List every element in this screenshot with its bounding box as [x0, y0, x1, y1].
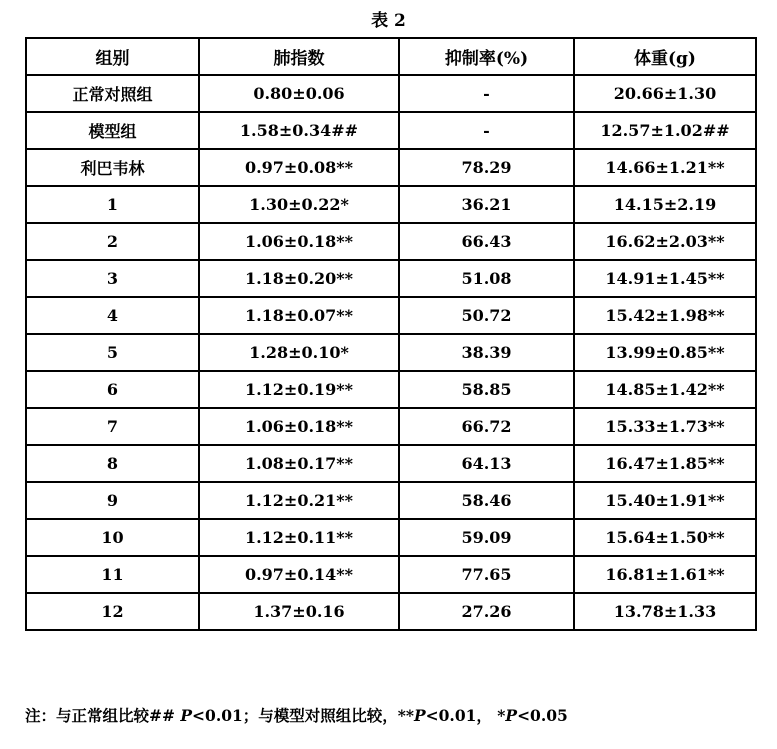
cell-body-weight: 14.66±1.21**: [574, 149, 756, 186]
cell-body-weight: 16.47±1.85**: [574, 445, 756, 482]
header-group: 组别: [26, 38, 199, 75]
header-row: [26, 38, 756, 75]
cell-inhibition-rate: 36.21: [399, 186, 574, 223]
cell-lung-index: 1.06±0.18**: [199, 408, 399, 445]
cell-group: 7: [26, 408, 199, 445]
cell-inhibition-rate: 66.43: [399, 223, 574, 260]
cell-body-weight: 15.42±1.98**: [574, 297, 756, 334]
cell-group: 利巴韦林: [26, 149, 199, 186]
cell-group: 12: [26, 593, 199, 630]
cell-group: 1: [26, 186, 199, 223]
table-row: [26, 223, 756, 260]
table-row: [26, 556, 756, 593]
table-row: [26, 593, 756, 630]
footnote-p-symbol: P: [180, 706, 193, 725]
header-inhibition-rate: 抑制率(%): [399, 38, 574, 75]
table-row: [26, 482, 756, 519]
cell-inhibition-rate: 51.08: [399, 260, 574, 297]
table-footnote: [25, 705, 765, 727]
cell-inhibition-rate: -: [399, 112, 574, 149]
cell-body-weight: 14.85±1.42**: [574, 371, 756, 408]
cell-body-weight: 20.66±1.30: [574, 75, 756, 112]
table-body: [26, 75, 756, 630]
cell-group: 11: [26, 556, 199, 593]
cell-group: 8: [26, 445, 199, 482]
footnote-text: <0.01， *: [425, 706, 506, 725]
cell-inhibition-rate: 64.13: [399, 445, 574, 482]
cell-inhibition-rate: 58.46: [399, 482, 574, 519]
cell-inhibition-rate: 38.39: [399, 334, 574, 371]
cell-body-weight: 14.15±2.19: [574, 186, 756, 223]
table-row: [26, 186, 756, 223]
cell-body-weight: 15.33±1.73**: [574, 408, 756, 445]
cell-group: 6: [26, 371, 199, 408]
footnote-p-symbol: P: [414, 706, 426, 725]
cell-body-weight: 15.40±1.91**: [574, 482, 756, 519]
footnote-marker: ##: [149, 706, 181, 725]
cell-lung-index: 1.06±0.18**: [199, 223, 399, 260]
cell-body-weight: 13.78±1.33: [574, 593, 756, 630]
table-row: [26, 445, 756, 482]
cell-lung-index: 1.28±0.10*: [199, 334, 399, 371]
table-row: [26, 260, 756, 297]
cell-lung-index: 1.37±0.16: [199, 593, 399, 630]
cell-body-weight: 13.99±0.85**: [574, 334, 756, 371]
table-row: [26, 149, 756, 186]
footnote-text: <0.01；与模型对照组比较，**: [192, 706, 414, 725]
cell-lung-index: 1.12±0.21**: [199, 482, 399, 519]
table-header: [26, 38, 756, 75]
cell-inhibition-rate: 58.85: [399, 371, 574, 408]
cell-group: 10: [26, 519, 199, 556]
cell-group: 5: [26, 334, 199, 371]
cell-inhibition-rate: 66.72: [399, 408, 574, 445]
cell-lung-index: 1.12±0.19**: [199, 371, 399, 408]
footnote-text: 注：与正常组比较: [25, 706, 150, 725]
cell-lung-index: 0.97±0.08**: [199, 149, 399, 186]
cell-lung-index: 0.80±0.06: [199, 75, 399, 112]
table-caption: 表 2: [371, 11, 406, 31]
footnote-p-symbol: P: [505, 706, 518, 725]
cell-inhibition-rate: -: [399, 75, 574, 112]
table-row: [26, 408, 756, 445]
table-row: [26, 371, 756, 408]
cell-group: 4: [26, 297, 199, 334]
cell-inhibition-rate: 77.65: [399, 556, 574, 593]
cell-group: 3: [26, 260, 199, 297]
header-lung-index: 肺指数: [199, 38, 399, 75]
cell-group: 2: [26, 223, 199, 260]
cell-lung-index: 0.97±0.14**: [199, 556, 399, 593]
cell-group: 模型组: [26, 112, 199, 149]
table-row: [26, 297, 756, 334]
cell-group: 正常对照组: [26, 75, 199, 112]
cell-lung-index: 1.12±0.11**: [199, 519, 399, 556]
cell-body-weight: 16.81±1.61**: [574, 556, 756, 593]
cell-inhibition-rate: 59.09: [399, 519, 574, 556]
table-row: [26, 334, 756, 371]
cell-lung-index: 1.18±0.07**: [199, 297, 399, 334]
cell-body-weight: 14.91±1.45**: [574, 260, 756, 297]
cell-body-weight: 15.64±1.50**: [574, 519, 756, 556]
cell-lung-index: 1.18±0.20**: [199, 260, 399, 297]
cell-lung-index: 1.08±0.17**: [199, 445, 399, 482]
cell-inhibition-rate: 50.72: [399, 297, 574, 334]
cell-body-weight: 16.62±2.03**: [574, 223, 756, 260]
cell-group: 9: [26, 482, 199, 519]
table-row: [26, 519, 756, 556]
cell-lung-index: 1.30±0.22*: [199, 186, 399, 223]
cell-lung-index: 1.58±0.34##: [199, 112, 399, 149]
header-body-weight: 体重(g): [574, 38, 756, 75]
cell-inhibition-rate: 27.26: [399, 593, 574, 630]
cell-body-weight: 12.57±1.02##: [574, 112, 756, 149]
footnote-text: <0.05: [517, 706, 568, 725]
table-row: [26, 75, 756, 112]
table-row: [26, 112, 756, 149]
cell-inhibition-rate: 78.29: [399, 149, 574, 186]
data-table: [25, 37, 757, 631]
